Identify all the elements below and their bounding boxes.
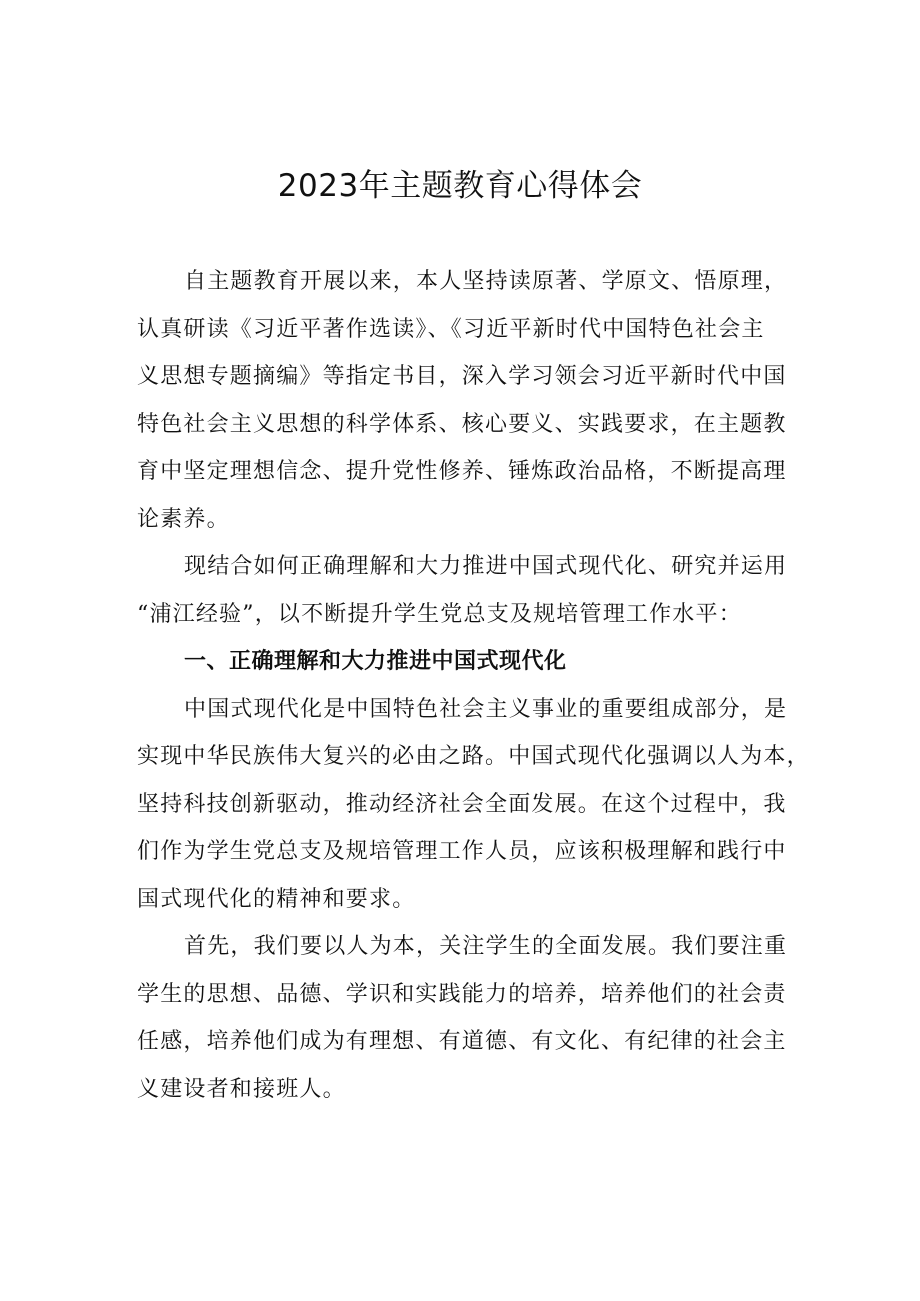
text-line: 义建设者和接班人。 bbox=[137, 1076, 346, 1102]
paragraph bbox=[137, 923, 793, 1113]
paragraph bbox=[137, 258, 793, 543]
text-line: 学生的思想、品德、学识和实践能力的培养，培养他们的社会责 bbox=[137, 981, 787, 1007]
text-line: 国式现代化的精神和要求。 bbox=[137, 886, 416, 912]
text-line: 认真研读《习近平著作选读》、《习近平新时代中国特色社会主 bbox=[137, 316, 765, 342]
document-body bbox=[137, 258, 810, 1113]
text-line: 现结合如何正确理解和大力推进中国式现代化、研究并运用 bbox=[184, 554, 788, 579]
section-heading: 一、正确理解和大力推进中国式现代化 bbox=[184, 649, 567, 674]
text-line: 论素养。 bbox=[137, 506, 230, 532]
text-line: 义思想专题摘编》等指定书目，深入学习领会习近平新时代中国 bbox=[137, 364, 787, 389]
text-line: 特色社会主义思想的科学体系、核心要义、实践要求，在主题教 bbox=[137, 411, 787, 437]
text-line: 任感，培养他们成为有理想、有道德、有文化、有纪律的社会主 bbox=[137, 1029, 787, 1054]
text-line: “浦江经验”，以不断提升学生党总支及规培管理工作水平： bbox=[137, 601, 742, 627]
text-line: 实现中华民族伟大复兴的必由之路。中国式现代化强调以人为本， bbox=[137, 744, 810, 769]
text-line: 自主题教育开展以来，本人坚持读原著、学原文、悟原理， bbox=[184, 269, 788, 294]
text-line: 育中坚定理想信念、提升党性修养、锤炼政治品格，不断提高理 bbox=[137, 459, 787, 484]
text-line: 们作为学生党总支及规培管理工作人员，应该积极理解和践行中 bbox=[137, 839, 787, 864]
paragraph bbox=[137, 543, 793, 638]
text-line: 首先，我们要以人为本，关注学生的全面发展。我们要注重 bbox=[184, 934, 788, 959]
text-line: 中国式现代化是中国特色社会主义事业的重要组成部分，是 bbox=[184, 696, 788, 722]
paragraph bbox=[137, 686, 810, 924]
document-title: 2023年主题教育心得体会 bbox=[277, 168, 643, 204]
text-line: 坚持科技创新驱动，推动经济社会全面发展。在这个过程中，我 bbox=[137, 791, 787, 817]
